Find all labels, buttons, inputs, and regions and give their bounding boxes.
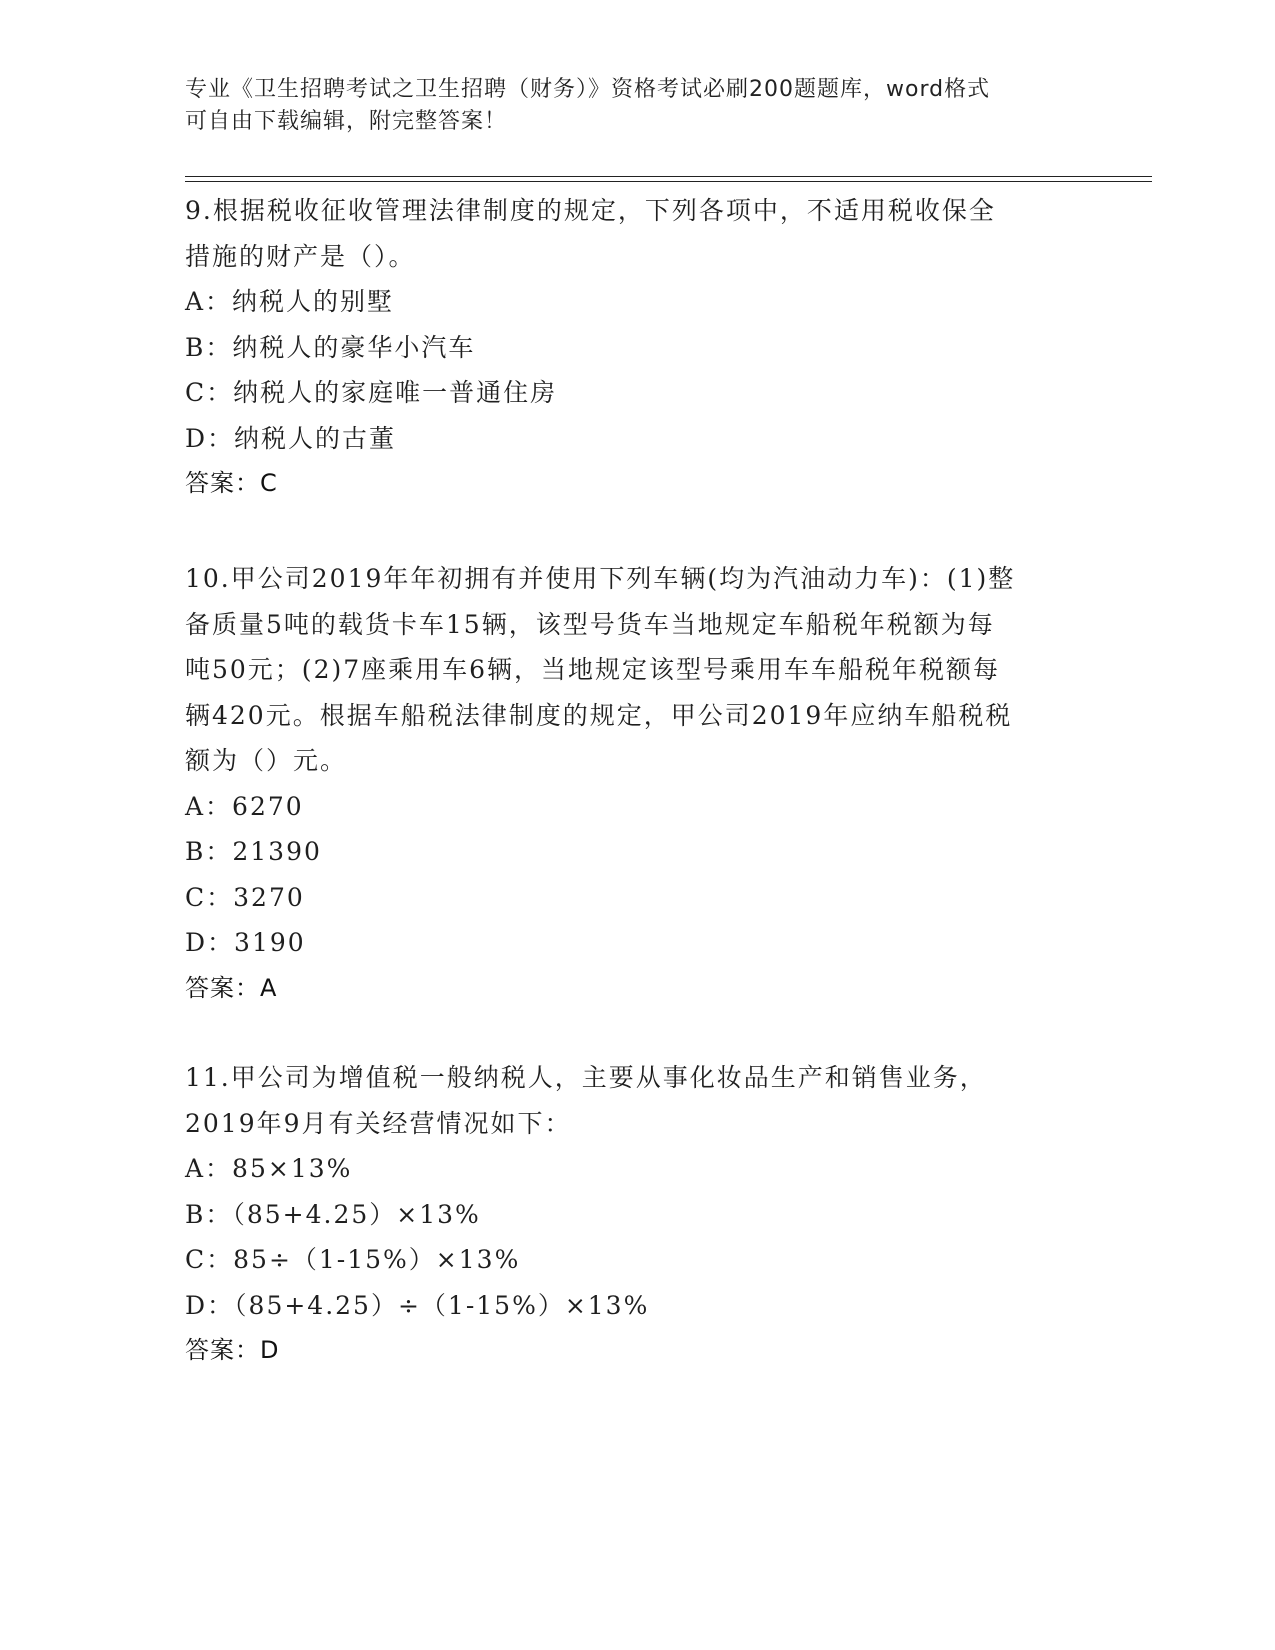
header-line-2: 可自由下载编辑，附完整答案！ — [185, 109, 508, 134]
option-c: C：纳税人的家庭唯一普通住房 — [185, 378, 558, 407]
stem-line: 11.甲公司为增值税一般纳税人，主要从事化妆品生产和销售业务， — [185, 1063, 987, 1092]
stem-line: 措施的财产是（）。 — [185, 241, 416, 271]
stem-line: 吨50元；(2)7座乘用车6辆，当地规定该型号乘用车车船税年税额每 — [185, 655, 1001, 684]
option-d: D：纳税人的古董 — [185, 423, 397, 453]
answer-line: 答案：A — [185, 973, 278, 1002]
question-9 — [185, 188, 1085, 507]
stem-line: 额为（）元。 — [185, 746, 348, 775]
stem-line: 9.根据税收征收管理法律制度的规定，下列各项中，不适用税收保全 — [185, 196, 996, 225]
question-stem — [185, 556, 1085, 784]
answer-line: 答案：C — [185, 469, 278, 497]
option-d: D：3190 — [185, 928, 306, 957]
document-header — [185, 74, 1085, 138]
stem-line: 10.甲公司2019年年初拥有并使用下列车辆(均为汽油动力车)：(1)整 — [185, 564, 1016, 593]
option-b: B：纳税人的豪华小汽车 — [185, 332, 476, 362]
answer-line: 答案：D — [185, 1336, 280, 1364]
question-11 — [185, 1055, 1085, 1374]
header-divider-top — [185, 176, 1152, 177]
option-d: D：（85+4.25）÷（1-15%）×13% — [185, 1290, 650, 1320]
header-line-1: 专业《卫生招聘考试之卫生招聘（财务）》资格考试必刷200题题库，word格式 — [185, 77, 991, 102]
question-stem — [185, 1055, 1085, 1146]
header-divider-bottom — [185, 181, 1152, 182]
option-c: C：3270 — [185, 882, 305, 912]
option-b: B：21390 — [185, 837, 322, 866]
stem-line: 2019年9月有关经营情况如下： — [185, 1108, 572, 1138]
option-a: A：85×13% — [185, 1154, 353, 1183]
question-stem — [185, 188, 1085, 279]
option-a: A：6270 — [185, 791, 304, 821]
stem-line: 辆420元。根据车船税法律制度的规定，甲公司2019年应纳车船税税 — [185, 700, 1013, 730]
stem-line: 备质量5吨的载货卡车15辆，该型号货车当地规定车船税年税额为每 — [185, 609, 995, 639]
option-b: B：（85+4.25）×13% — [185, 1199, 481, 1229]
option-a: A：纳税人的别墅 — [185, 287, 395, 316]
question-10 — [185, 556, 1085, 1011]
option-c: C：85÷（1-15%）×13% — [185, 1245, 521, 1274]
